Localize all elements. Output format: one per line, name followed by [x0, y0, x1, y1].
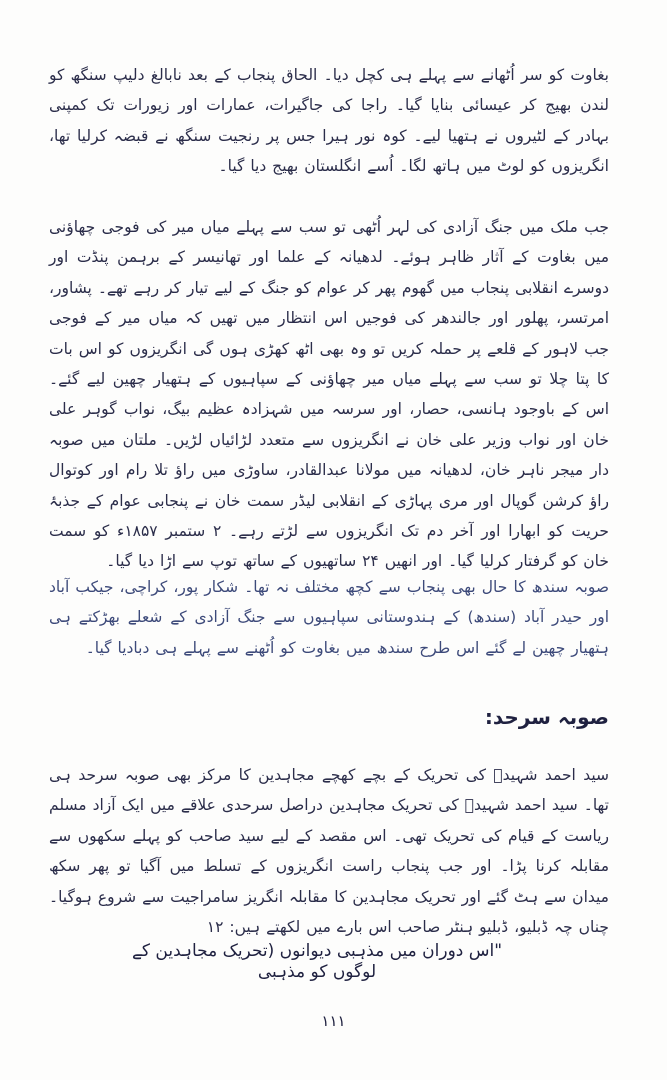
paragraph-punjab-war-of-independence: جب ملک میں جنگ آزادی کی لہر اُٹھی تو سب سے پہلے میاں میر کی فوجی چھاؤنی میں بغاوت کے آثار ظاہر ہوئے۔ لدھیانہ کے علما اور تھانیسر کے برہمن پنڈت اور دوسرے انقلابی پنجاب میں گھوم پھر کر عوام کو جنگ کے لیے تیار کر رہے تھے۔ پشاور، امرتسر، پھلور اور جالندھر کی فوجیں اس انتظار میں تھیں کہ میاں میر کے فوجی جب لاہور کے قلعے پر حملہ کریں تو وہ بھی اٹھ کھڑی ہوں گی انگریزوں کو اس بات کا پتا چلا تو سب سے پہلے میاں میر چھاؤنی کے سپاہیوں کے ہتھیار چھین لیے گئے۔ اس کے باوجود ہانسی، حصار، اور سرسہ میں شہزادہ عظیم بیگ، نواب گوہر علی خان اور نواب وزیر علی خان نے انگریزوں سے متعدد لڑائیاں لڑیں۔ ملتان میں صوبہ دار میجر ناہر خان، لدھیانہ میں مولانا عبدالقادر، ساوڑی میں راؤ تلا رام اور کوتوال راؤ کرشن گوپال اور مری پہاڑی کے انقلابی لیڈر سمت خان نے پنجابی عوام کے جذبۂ حریت کو ابھارا اور آخر دم تک انگریزوں سے لڑتے رہے۔ ۲ ستمبر ۱۸۵۷ء کو سمت خان کو گرفتار کرلیا گیا۔ اور انھیں ۲۴ ساتھیوں کے ساتھ توپ سے اڑا دیا گیا۔	[49, 218, 609, 571]
page-number: ۱۱۱	[321, 1012, 346, 1030]
section-heading-sarhad: صوبہ سرحد:	[484, 705, 609, 729]
paragraph-punjab-annexation: بغاوت کو سر اُٹھانے سے پہلے ہی کچل دیا۔ الحاق پنجاب کے بعد نابالغ دلیپ سنگھ کو لندن بھیج کر عیسائی بنایا گیا۔ راجا کی جاگیرات، عمارات اور زیورات تک کمپنی بہادر کے لٹیروں نے ہتھیا لیے۔ کوہ نور ہیرا جس پر رنجیت سنگھ نے قبضہ کرلیا تھا، انگریزوں کو لوٹ میں ہاتھ لگا۔ اُسے انگلستان بھیج دیا گیا۔	[49, 66, 609, 176]
quote-line: "اس دوران میں مذہبی دیوانوں (تحریک مجاہدین کے لوگوں کو مذہبی	[131, 941, 503, 982]
paragraph-sarhad: سید احمد شہیدؒ کی تحریک کے بچے کھچے مجاہدین کا مرکز بھی صوبہ سرحد ہی تھا۔ سید احمد شہیدؒ کی تحریک مجاہدین دراصل سرحدی علاقے میں ایک آزاد مسلم ریاست کے قیام کی تحریک تھی۔ اس مقصد کے لیے سید صاحب کو پہلے سکھوں سے مقابلہ کرنا پڑا۔ اور جب پنجاب راست انگریزوں کے تسلط میں آگیا تو پھر سکھ میدان سے ہٹ گئے اور تحریک مجاہدین کا مقابلہ انگریز سامراجیت سے شروع ہوگیا۔ چناں چہ ڈبلیو، ڈبلیو ہنٹر صاحب اس بارے میں لکھتے ہیں: ۱۲	[49, 766, 609, 937]
paragraph-sindh: صوبہ سندھ کا حال بھی پنجاب سے کچھ مختلف نہ تھا۔ شکار پور، کراچی، جیکب آباد اور حیدر آباد (سندھ) کے ہندوستانی سپاہیوں سے جنگ آزادی کے شعلے بھڑکتے ہی ہتھیار چھین لے گئے اس طرح سندھ میں بغاوت کو اُٹھنے سے پہلے ہی دبادیا گیا۔	[49, 578, 609, 657]
